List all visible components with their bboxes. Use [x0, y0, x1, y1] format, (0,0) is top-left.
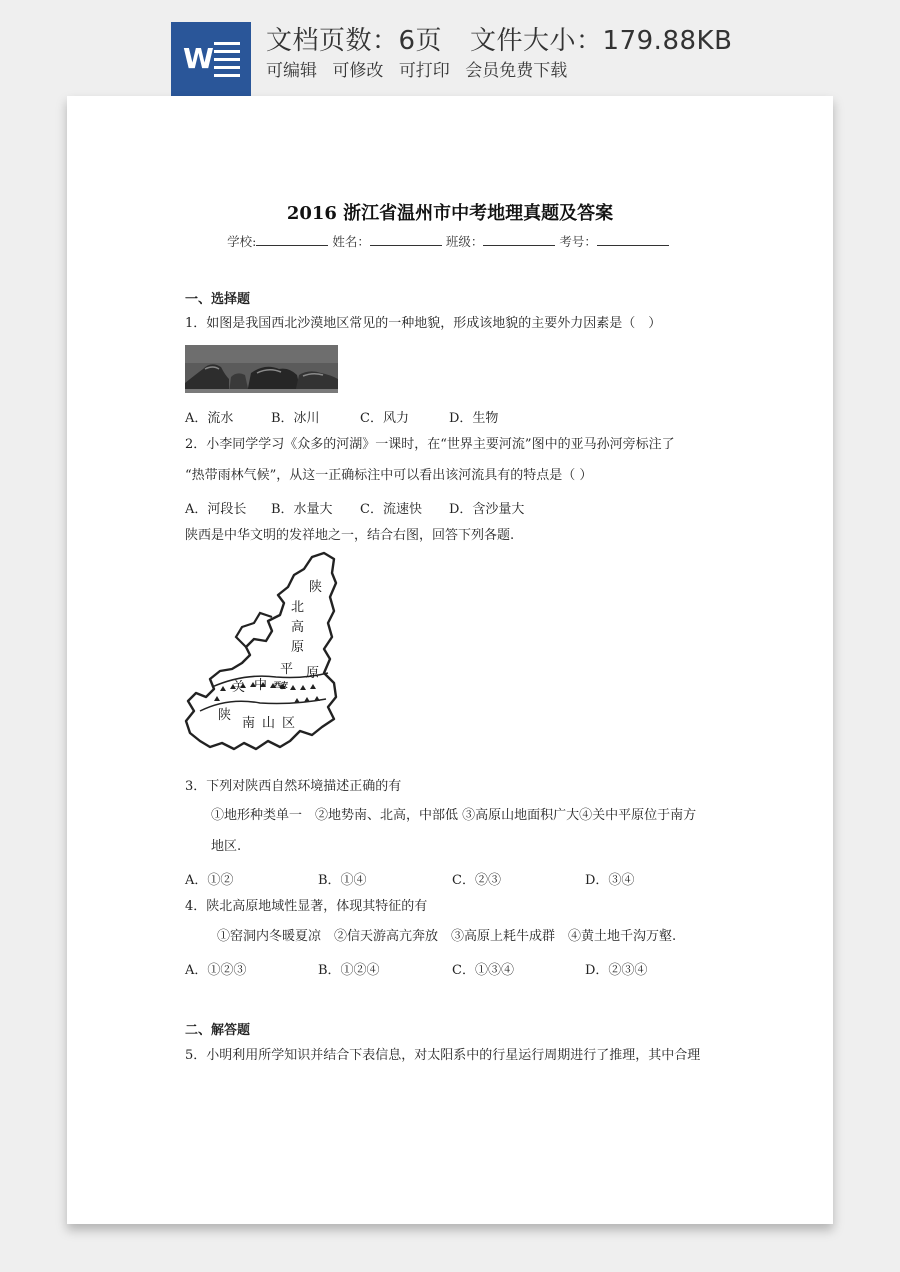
question-3-line-1: ①地形种类单一 ②地势南、北高，中部低 ③高原山地面积广大④关中平原位于南方 — [211, 808, 697, 823]
banner-features — [266, 56, 577, 81]
blank-school — [256, 233, 328, 246]
q3-option-c: C．②③ — [452, 873, 501, 888]
map-label-xian: 西安 — [274, 680, 288, 689]
q3-option-d: D．③④ — [585, 873, 635, 888]
shaanxi-map — [184, 551, 344, 759]
question-2-line-1: 2．小李同学学习《众多的河湖》一课时，在“世界主要河流”图中的亚马孙河旁标注了 — [185, 437, 675, 452]
document-page — [67, 96, 833, 1224]
question-1: 1．如图是我国西北沙漠地区常见的一种地貌，形成该地貌的主要外力因素是（ ） — [185, 316, 662, 331]
blank-name — [370, 233, 442, 246]
map-label-guan: 关 — [232, 680, 246, 695]
q2-option-b: B．水量大 — [271, 502, 333, 517]
map-label-shaan-1: 陕 — [309, 580, 323, 595]
map-label-bei: 北 — [291, 600, 305, 615]
file-size: 文件大小：179.88KB — [470, 26, 733, 56]
shaanxi-intro: 陕西是中华文明的发祥地之一，结合右图，回答下列各题. — [185, 528, 515, 543]
feature-member-download: 会员免费下载 — [465, 61, 568, 81]
map-label-gao: 高 — [291, 620, 305, 635]
page-count: 文档页数：6页 — [266, 26, 443, 56]
field-school: 学校: — [227, 234, 257, 249]
q1-option-b: B．冰川 — [271, 411, 320, 426]
question-3: 3．下列对陕西自然环境描述正确的有 — [185, 779, 402, 794]
question-2-line-2: “热带雨林气候”，从这一正确标注中可以看出该河流具有的特点是（ ） — [185, 468, 593, 483]
q2-option-a: A．河段长 — [185, 502, 247, 517]
q4-option-b: B．①②④ — [318, 963, 380, 978]
blank-exam-no — [597, 233, 669, 246]
banner-title — [266, 20, 732, 57]
yardang-landform-photo — [185, 345, 338, 393]
feature-editable: 可编辑 — [266, 61, 317, 81]
q3-option-b: B．①④ — [318, 873, 367, 888]
field-name: 姓名： — [332, 234, 370, 249]
map-label-qu: 区 — [282, 716, 296, 731]
feature-printable: 可打印 — [398, 61, 450, 81]
question-3-line-2: 地区. — [211, 839, 242, 854]
q4-option-c: C．①③④ — [452, 963, 514, 978]
word-icon-letter: W — [183, 42, 214, 75]
section-choice-heading: 一、选择题 — [185, 292, 251, 307]
feature-modifiable: 可修改 — [332, 61, 384, 81]
map-label-ping: 平 — [280, 662, 294, 677]
document-banner — [0, 0, 900, 96]
blank-class — [483, 233, 555, 246]
q2-option-d: D．含沙量大 — [449, 502, 525, 517]
question-4: 4．陕北高原地域性显著，体现其特征的有 — [185, 899, 428, 914]
word-icon-lines — [214, 42, 240, 82]
q4-option-d: D．②③④ — [585, 963, 648, 978]
word-document-icon — [171, 22, 251, 96]
field-exam-no: 考号： — [559, 234, 597, 249]
section-answer-heading: 二、解答题 — [185, 1023, 251, 1038]
document-title: 2016 浙江省温州市中考地理真题及答案 — [286, 203, 614, 224]
q1-option-d: D．生物 — [449, 411, 499, 426]
map-label-shan: 山 — [262, 716, 276, 731]
map-label-shaan-2: 陕 — [218, 708, 232, 723]
question-4-line-1: ①窑洞内冬暖夏凉 ②信天游高亢奔放 ③高原上耗牛成群 ④黄土地千沟万壑. — [217, 929, 677, 944]
map-label-nan: 南 — [242, 716, 256, 731]
q4-option-a: A．①②③ — [185, 963, 247, 978]
question-5: 5．小明利用所学知识并结合下表信息，对太阳系中的行星运行周期进行了推理，其中合理 — [185, 1048, 701, 1063]
q1-option-a: A．流水 — [185, 411, 234, 426]
map-label-yuan-2: 原 — [306, 666, 320, 681]
map-label-yuan-1: 原 — [291, 640, 305, 655]
student-info-line — [67, 232, 833, 250]
q1-option-c: C．风力 — [360, 411, 409, 426]
q3-option-a: A．①② — [185, 873, 234, 888]
q2-option-c: C．流速快 — [360, 502, 422, 517]
map-label-zhong: 中 — [254, 678, 268, 693]
field-class: 班级： — [445, 234, 484, 249]
